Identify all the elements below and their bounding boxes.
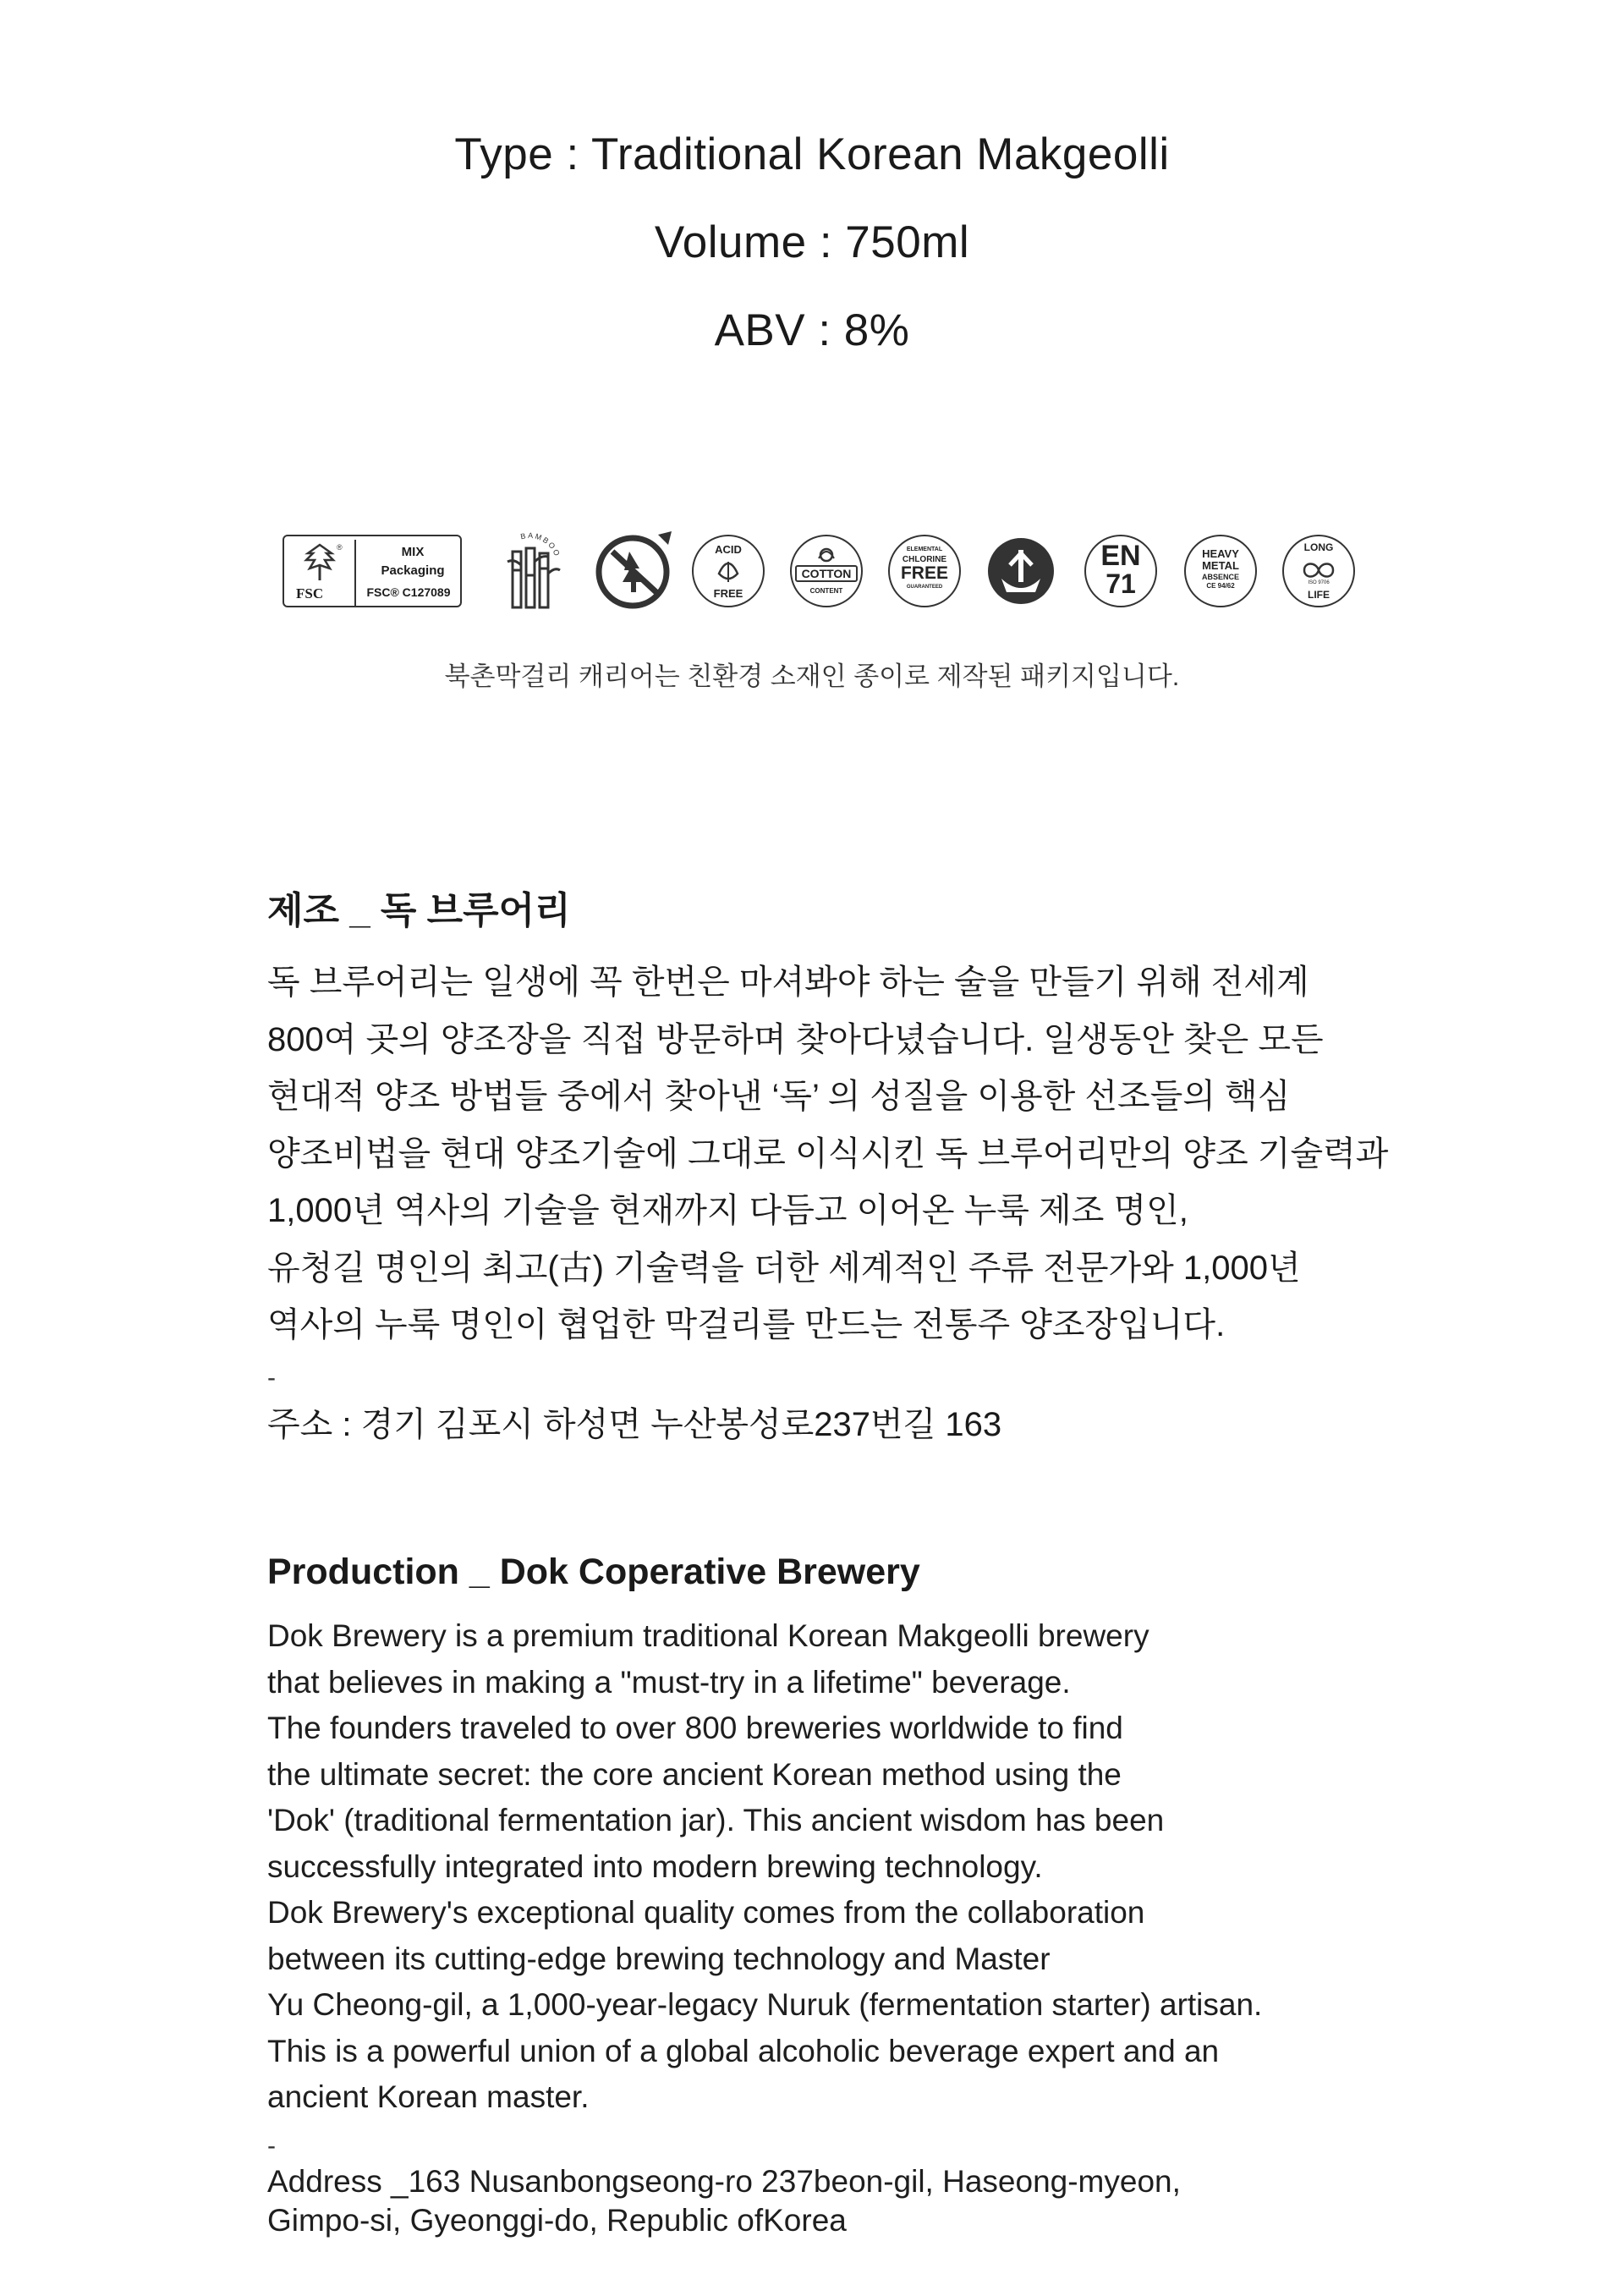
korean-body-line: 800여 곳의 양조장을 직접 방문하며 찾아다녔습니다. 일생동안 찾은 모든 [267,1020,1324,1058]
english-separator: - [267,2132,276,2160]
chlorine-free-icon [888,535,961,607]
fsc-mix-packaging-icon [283,535,462,607]
korean-body-line: 현대적 양조 방법들 중에서 찾아낸 ‘독’ 의 성질을 이용한 선조들의 핵심 [267,1078,1291,1115]
english-body-line: The founders traveled to over 800 breweries worldwide to find [267,1711,1123,1745]
bamboo-icon [489,531,570,617]
english-body-line: ancient Korean master. [267,2079,590,2114]
chlorine-guaranteed-label: GUARANTEED [906,585,943,590]
bamboo-label: BAMBOO [519,531,562,559]
chlorine-label: CHLORINE [902,555,947,564]
korean-body-line: 양조비법을 현대 양조기술에 그대로 이식시킨 독 브루어리만의 양조 기술력과 [267,1134,1389,1173]
korean-section-title: 제조 _ 독 브루어리 [267,890,571,931]
ce-label: CE 94/62 [1206,582,1235,590]
korean-body-line: 1,000년 역사의 기술을 현재까지 다듬고 이어온 누룩 제조 명인, [267,1192,1188,1229]
acid-free-icon [692,535,765,607]
english-body-line: Dok Brewery is a premium traditional Korean Makgeolli brewery [267,1618,1149,1653]
acid-free-bottom-label: FREE [713,587,743,600]
fsc-mix-label: MIX [401,545,425,559]
english-body-line: Yu Cheong-gil, a 1,000-year-legacy Nuruk (fermentation starter) artisan. [267,1987,1263,2022]
metal-label: METAL [1202,559,1239,572]
cotton-label: COTTON [795,565,858,582]
english-address-line: Address _163 Nusanbongseong-ro 237beon-gil, Haseong-myeon, [267,2164,1181,2199]
eco-packaging-note: 북촌막걸리 캐리어는 친환경 소재인 종이로 제작된 패키지입니다. [444,662,1180,691]
svg-text:®: ® [337,543,343,552]
english-body-line: Dok Brewery's exceptional quality comes from the collaboration [267,1895,1145,1930]
korean-body-line: 독 브루어리는 일생에 꼭 한번은 마셔봐야 하는 술을 만들기 위해 전세계 [267,964,1309,1001]
fsc-packaging-label: Packaging [381,563,445,578]
absence-label: ABSENCE [1201,573,1239,581]
english-body-line: successfully integrated into modern brewing technology. [267,1848,1043,1884]
certification-icons-row [283,526,1365,609]
korean-body-line: 역사의 누룩 명인이 협업한 막걸리를 만드는 전통주 양조장입니다. [267,1306,1226,1343]
chlorine-free-label: FREE [900,563,948,583]
eco-sprout-icon [985,535,1061,615]
korean-body-line: 유청길 명인의 최고(古) 기술력을 더한 세계적인 주류 전문가와 1,000년 [267,1249,1301,1287]
fsc-code-label: FSC® C127089 [366,585,451,599]
chlorine-elemental-label: ELEMENTAL [906,547,943,552]
english-address [267,2162,1435,2240]
english-body-line: 'Dok' (traditional fermentation jar). This ancient wisdom has been [267,1803,1165,1837]
en71-number-label: 71 [1106,569,1136,599]
fsc-brand-label: FSC [296,585,324,601]
en71-icon [1084,535,1157,607]
english-section-title: Production _ Dok Coperative Brewery [267,1552,920,1592]
spec-abv: ABV : 8% [714,305,910,355]
english-address-line: Gimpo-si, Gyeonggi-do, Republic ofKorea [267,2203,847,2238]
english-body-line: the ultimate secret: the core ancient Korean method using the [267,1756,1122,1792]
no-deforestation-icon [592,526,677,615]
long-life-icon [1282,535,1355,607]
iso-label: ISO 9706 [1308,580,1330,585]
english-body-line: that believes in making a "must-try in a lifetime" beverage. [267,1664,1071,1700]
spec-volume: Volume : 750ml [654,217,970,267]
cotton-content-label: CONTENT [809,587,843,595]
korean-section-body [267,954,1435,1354]
english-body-line: between its cutting-edge brewing technology and Master [267,1941,1051,1976]
korean-separator: - [267,1364,276,1392]
life-label: LIFE [1308,589,1330,601]
heavy-label: HEAVY [1202,547,1239,560]
en71-en-label: EN [1100,540,1141,572]
english-body-line: This is a powerful union of a global alcoholic beverage expert and an [267,2033,1220,2068]
long-label: LONG [1303,541,1334,553]
spec-type: Type : Traditional Korean Makgeolli [454,129,1170,179]
cotton-content-icon [790,535,863,607]
heavy-metal-absence-icon [1184,535,1257,607]
acid-free-top-label: ACID [715,543,742,556]
korean-address: 주소 : 경기 김포시 하성면 누산봉성로237번길 163 [267,1406,1002,1443]
english-section-body [267,1613,1435,2121]
